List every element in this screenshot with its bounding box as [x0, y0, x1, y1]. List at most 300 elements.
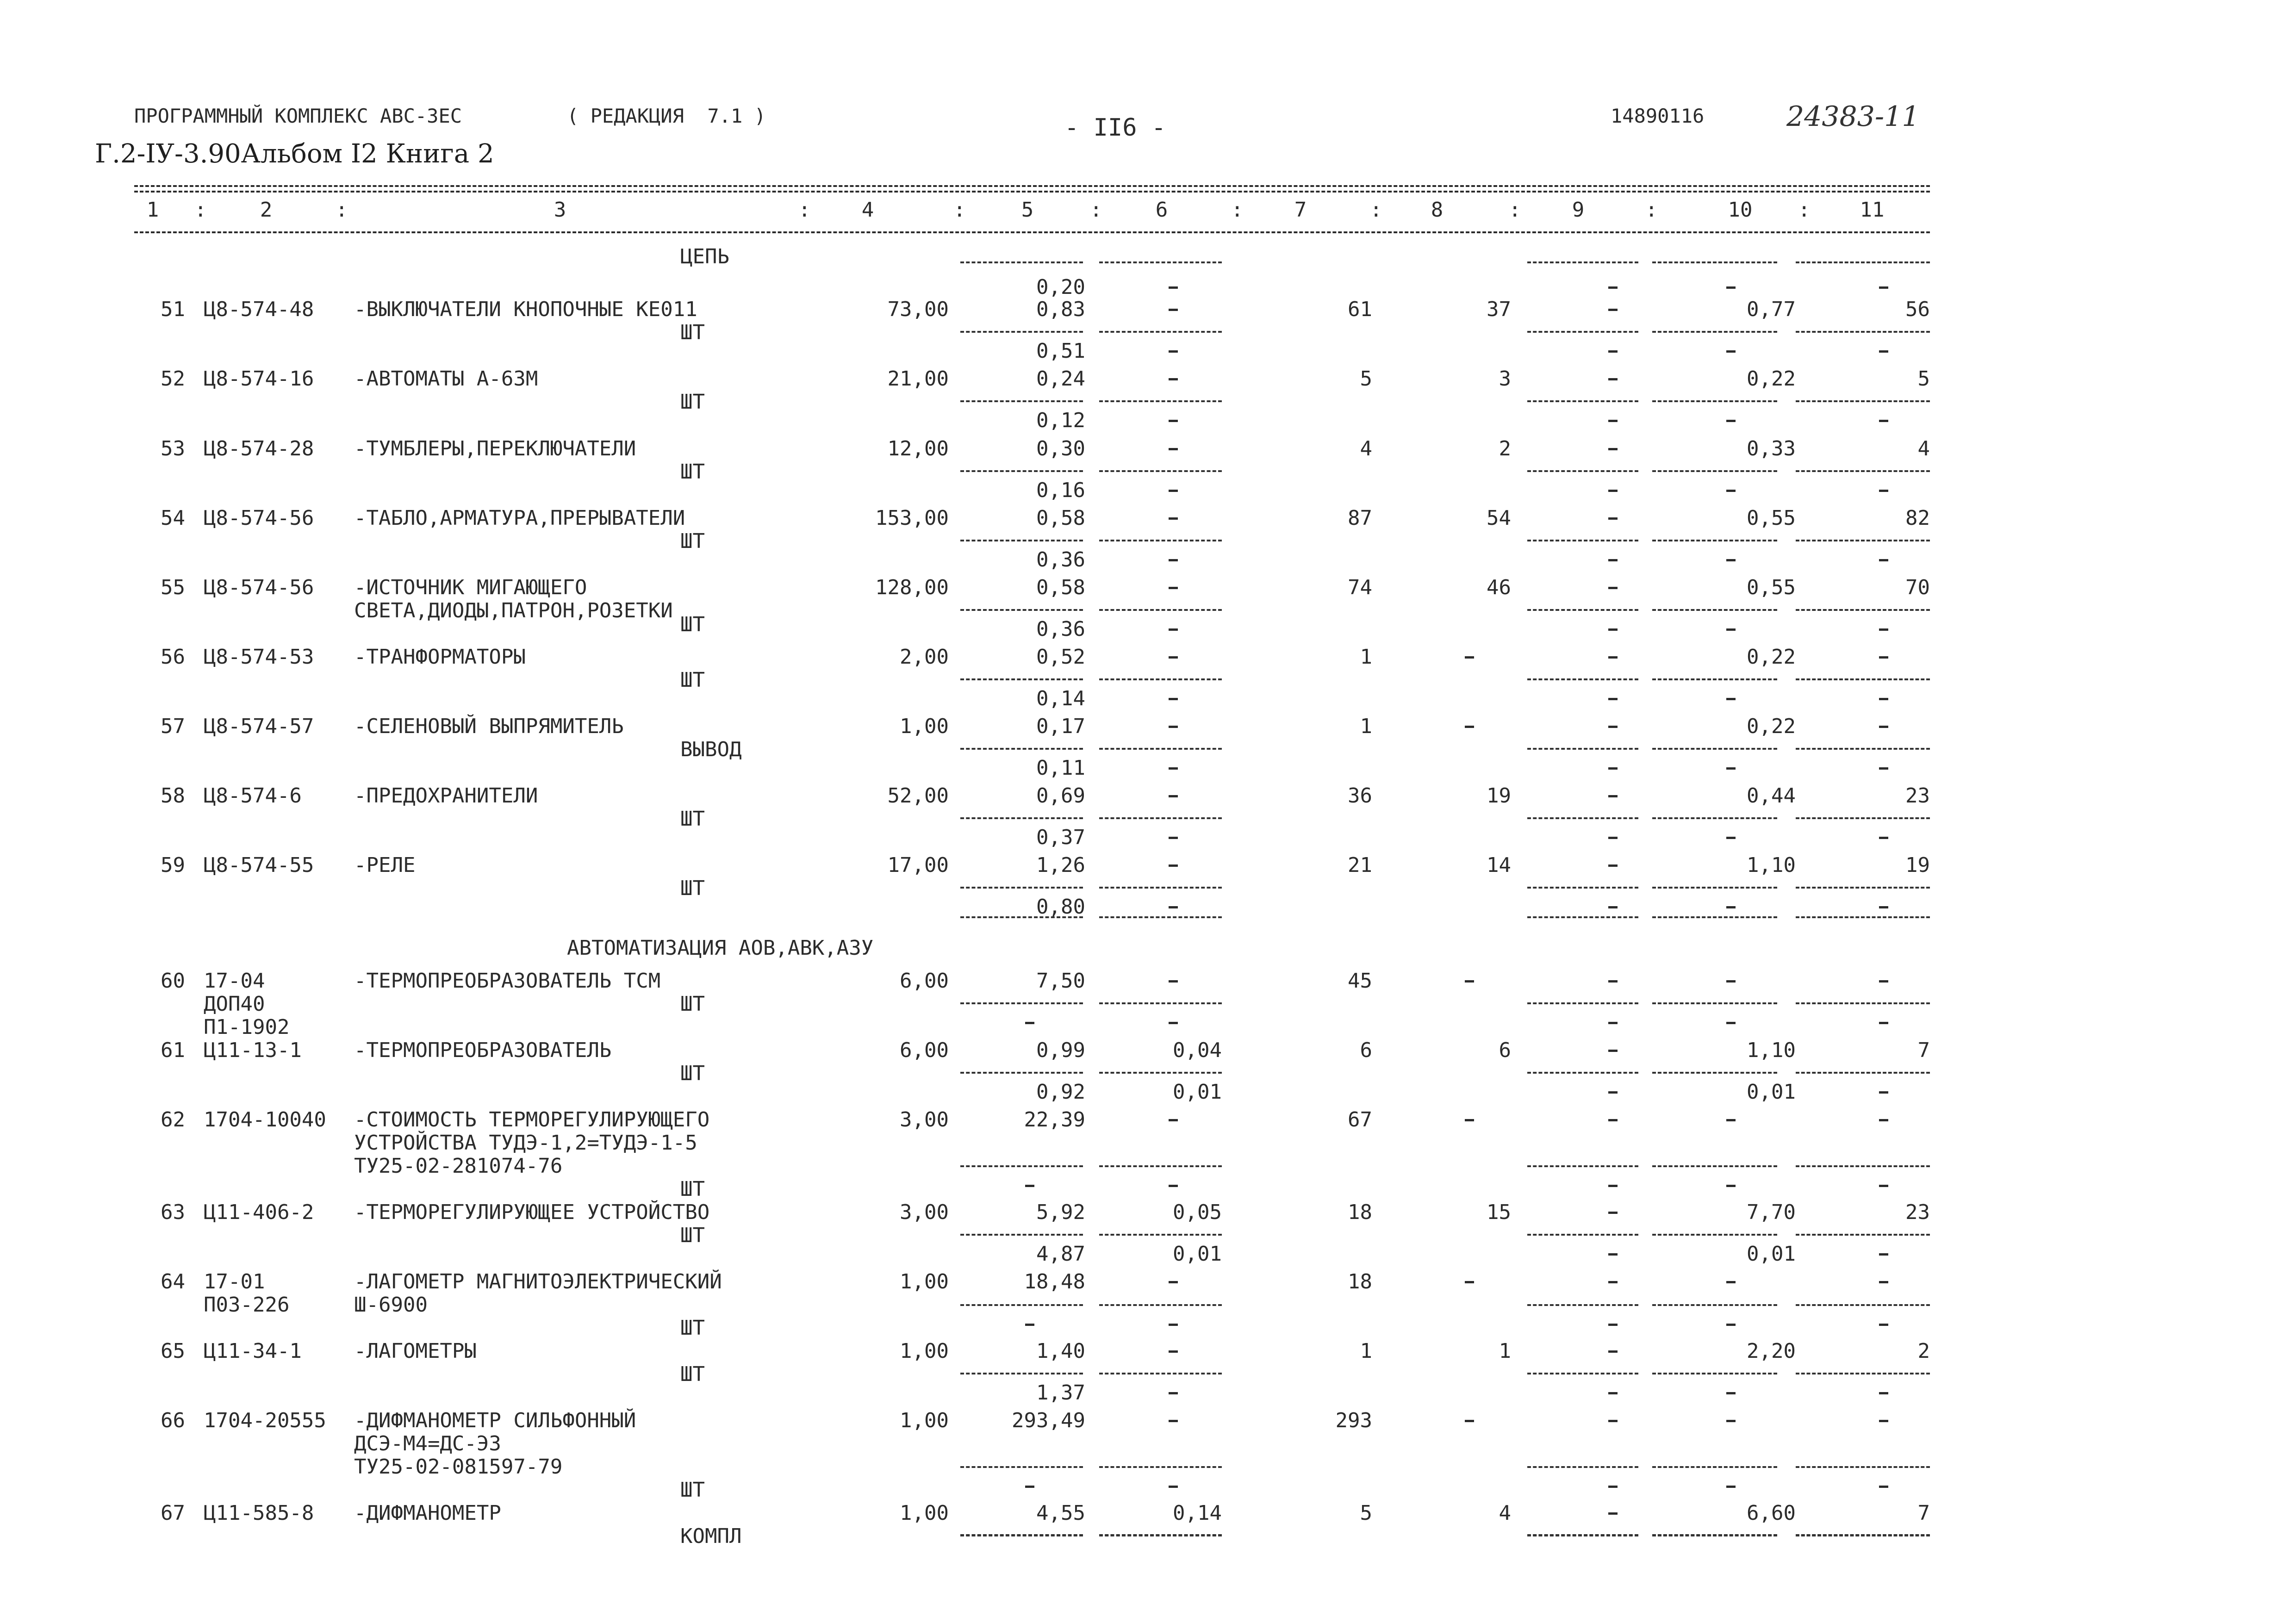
row-number: 57 — [161, 715, 185, 738]
row-code: 1704-20555 — [204, 1409, 326, 1432]
col5-value: 0,58 — [1036, 576, 1085, 599]
row-code: Ц8-574-55 — [204, 853, 314, 877]
col9-value-dash — [1608, 1281, 1618, 1283]
chain-underline — [1796, 261, 1930, 263]
row-underline — [1527, 678, 1638, 680]
col6-subvalue-dash — [1169, 490, 1178, 492]
col6-subvalue-dash — [1169, 837, 1178, 839]
col7-value: 87 — [1348, 506, 1372, 530]
col9-subvalue-dash — [1608, 906, 1618, 908]
final-underline — [1796, 1534, 1930, 1536]
row-underline — [1796, 817, 1930, 819]
col9-value-dash — [1608, 517, 1618, 520]
col11-value: 7 — [1917, 1038, 1930, 1062]
col11-subvalue-dash — [1879, 1486, 1888, 1488]
row-underline — [1652, 748, 1777, 750]
col6-value-dash — [1169, 587, 1178, 589]
column-number-2: 2 — [260, 198, 273, 222]
row-underline — [1527, 1072, 1638, 1074]
col9-subvalue-dash — [1608, 1486, 1618, 1488]
col11-value-dash — [1879, 656, 1888, 659]
row-underline — [1652, 678, 1777, 680]
section-underline — [1527, 916, 1638, 918]
col11-subvalue-dash — [1879, 490, 1888, 492]
row-underline — [1652, 1002, 1777, 1004]
col5-subvalue: 0,16 — [1036, 479, 1085, 502]
col11-subvalue-dash — [1879, 837, 1888, 839]
row-code: 1704-10040 — [204, 1108, 326, 1132]
col10-subvalue: 0,01 — [1747, 1080, 1796, 1104]
col6-subvalue-dash — [1169, 767, 1178, 770]
col11-value: 70 — [1905, 576, 1930, 599]
col4-value: 73,00 — [887, 298, 949, 321]
col10-subvalue-dash — [1726, 1392, 1736, 1394]
row-underline — [1796, 1165, 1930, 1167]
row-underline — [1099, 1002, 1222, 1004]
row-number: 53 — [161, 437, 185, 460]
row-underline — [1527, 609, 1638, 611]
col11-subvalue-dash — [1879, 1185, 1888, 1187]
col10-value: 0,22 — [1747, 715, 1796, 738]
row-underline — [1527, 1373, 1638, 1374]
col10-value: 0,33 — [1747, 437, 1796, 460]
col7-value: 1 — [1360, 1339, 1372, 1363]
col4-value: 1,00 — [900, 1501, 949, 1525]
col5-subvalue-dash — [1025, 1324, 1034, 1326]
row-underline — [1796, 887, 1930, 889]
row-underline — [960, 400, 1083, 402]
row-underline — [1527, 540, 1638, 541]
col8-value: 46 — [1487, 576, 1511, 599]
col8-value: 4 — [1499, 1501, 1511, 1525]
col8-value: 3 — [1499, 367, 1511, 391]
header-rule-top-2 — [134, 191, 1930, 193]
col6-value-dash — [1169, 656, 1178, 659]
col11-value-dash — [1879, 1420, 1888, 1422]
col10-value: 0,55 — [1747, 576, 1796, 599]
col8-value: 1 — [1499, 1339, 1511, 1363]
row-name: УСТРОЙСТВА ТУДЭ-1,2=ТУДЭ-1-5 — [354, 1131, 697, 1155]
row-number: 62 — [161, 1108, 185, 1132]
col8-value-dash — [1465, 1281, 1474, 1283]
col7-value: 5 — [1360, 1501, 1372, 1525]
col6-subvalue-dash — [1169, 698, 1178, 700]
col10-value: 0,77 — [1747, 298, 1796, 321]
chain-underline — [1099, 261, 1222, 263]
row-unit: ШТ — [680, 390, 705, 414]
col5-subvalue: 0,51 — [1036, 339, 1085, 363]
col11-subvalue-dash — [1879, 628, 1888, 631]
col5-value: 7,50 — [1036, 969, 1085, 993]
col5-subvalue-dash — [1025, 1022, 1034, 1024]
col10-subvalue-dash — [1726, 837, 1736, 839]
col9-value-dash — [1608, 448, 1618, 450]
row-code: П03-226 — [204, 1293, 290, 1317]
col8-value-dash — [1465, 656, 1474, 659]
col9-subvalue-dash — [1608, 350, 1618, 353]
col10-value: 2,20 — [1747, 1339, 1796, 1363]
row-underline — [1796, 1304, 1930, 1306]
col5-subvalue-dash — [1025, 1486, 1034, 1488]
program-name: ПРОГРАММНЫЙ КОМПЛЕКС АВС-3ЕС — [134, 105, 462, 127]
col8-value-dash — [1465, 1119, 1474, 1121]
col5-subvalue-dash — [1025, 1185, 1034, 1187]
row-code: 17-01 — [204, 1270, 265, 1293]
row-unit: ШТ — [680, 1362, 705, 1386]
col5-value: 0,99 — [1036, 1038, 1085, 1062]
col8-value-dash — [1465, 726, 1474, 728]
col11-subvalue-dash — [1879, 1022, 1888, 1024]
col9-subvalue-dash — [1608, 767, 1618, 770]
row-unit: ШТ — [680, 529, 705, 553]
row-code: 17-04 — [204, 969, 265, 993]
col7-value: 6 — [1360, 1038, 1372, 1062]
row-name: СВЕТА,ДИОДЫ,ПАТРОН,РОЗЕТКИ — [354, 599, 673, 622]
col6-value-dash — [1169, 517, 1178, 520]
row-underline — [1527, 470, 1638, 472]
col9-value-dash — [1608, 1212, 1618, 1214]
column-separator: : — [1509, 198, 1521, 222]
row-underline — [1099, 1373, 1222, 1374]
row-number: 56 — [161, 645, 185, 669]
col9-value-dash — [1608, 726, 1618, 728]
row-name: -АВТОМАТЫ А-63М — [354, 367, 538, 391]
row-underline — [1099, 887, 1222, 889]
col6-subvalue-dash — [1169, 420, 1178, 422]
col11-subvalue-dash — [1879, 698, 1888, 700]
final-underline — [1099, 1534, 1222, 1536]
col4-value: 153,00 — [875, 506, 949, 530]
col4-value: 1,00 — [900, 1339, 949, 1363]
col6-prevalue-dash — [1169, 286, 1178, 289]
row-name: -ТЕРМОРЕГУЛИРУЮЩЕЕ УСТРОЙСТВО — [354, 1200, 710, 1224]
section-underline — [1099, 916, 1222, 918]
col10-prevalue-dash — [1726, 286, 1736, 289]
col5-subvalue: 0,92 — [1036, 1080, 1085, 1104]
row-underline — [1796, 1072, 1930, 1074]
row-unit: КОМПЛ — [680, 1524, 742, 1548]
row-number: 64 — [161, 1270, 185, 1293]
col9-subvalue-dash — [1608, 1022, 1618, 1024]
row-underline — [1527, 1165, 1638, 1167]
row-number: 63 — [161, 1200, 185, 1224]
col6-subvalue: 0,01 — [1173, 1242, 1222, 1266]
row-number: 59 — [161, 853, 185, 877]
row-underline — [1652, 540, 1777, 541]
row-underline — [1652, 817, 1777, 819]
row-name: -ДИФМАНОМЕТР СИЛЬФОННЫЙ — [354, 1409, 636, 1432]
col6-subvalue-dash — [1169, 628, 1178, 631]
col7-value: 74 — [1348, 576, 1372, 599]
row-number: 54 — [161, 506, 185, 530]
column-separator: : — [1370, 198, 1382, 222]
col11-prevalue-dash — [1879, 286, 1888, 289]
column-separator: : — [194, 198, 207, 222]
row-unit: ШТ — [680, 668, 705, 692]
row-code: ДОП40 — [204, 992, 265, 1016]
section-underline — [1652, 916, 1777, 918]
col11-subvalue-dash — [1879, 1392, 1888, 1394]
col5-value: 18,48 — [1024, 1270, 1085, 1293]
col4-value: 12,00 — [887, 437, 949, 460]
section-heading: АВТОМАТИЗАЦИЯ АОВ,АВК,АЗУ — [567, 936, 874, 960]
column-separator: : — [1231, 198, 1244, 222]
row-underline — [960, 470, 1083, 472]
row-code: Ц8-574-57 — [204, 715, 314, 738]
final-underline — [960, 1534, 1083, 1536]
col9-subvalue-dash — [1608, 420, 1618, 422]
row-code: Ц8-574-48 — [204, 298, 314, 321]
col6-value-dash — [1169, 378, 1178, 380]
row-unit: ШТ — [680, 613, 705, 636]
col7-value: 1 — [1360, 715, 1372, 738]
row-name: -ТЕРМОПРЕОБРАЗОВАТЕЛЬ ТСМ — [354, 969, 661, 993]
col7-value: 67 — [1348, 1108, 1372, 1132]
col9-value-dash — [1608, 864, 1618, 867]
col7-value: 5 — [1360, 367, 1372, 391]
col5-subvalue: 0,37 — [1036, 826, 1085, 849]
col4-value: 52,00 — [887, 784, 949, 808]
col11-value-dash — [1879, 1281, 1888, 1283]
row-number: 66 — [161, 1409, 185, 1432]
col8-value: 54 — [1487, 506, 1511, 530]
row-underline — [1099, 1234, 1222, 1236]
row-underline — [960, 817, 1083, 819]
col9-value-dash — [1608, 656, 1618, 659]
col9-value-dash — [1608, 378, 1618, 380]
col10-subvalue-dash — [1726, 420, 1736, 422]
col10-value: 0,44 — [1747, 784, 1796, 808]
row-name: -ПРЕДОХРАНИТЕЛИ — [354, 784, 538, 808]
row-name: -СЕЛЕНОВЫЙ ВЫПРЯМИТЕЛЬ — [354, 715, 624, 738]
column-separator: : — [1798, 198, 1811, 222]
row-unit: ШТ — [680, 460, 705, 484]
row-number: 65 — [161, 1339, 185, 1363]
page-number: - II6 - — [1064, 114, 1166, 142]
column-number-3: 3 — [554, 198, 566, 222]
col10-value: 7,70 — [1747, 1200, 1796, 1224]
col5-subvalue: 0,14 — [1036, 687, 1085, 710]
col10-value: 1,10 — [1747, 853, 1796, 877]
col8-value: 14 — [1487, 853, 1511, 877]
row-underline — [1796, 470, 1930, 472]
row-underline — [1652, 1304, 1777, 1306]
col4-value: 17,00 — [887, 853, 949, 877]
row-name: ТУ25-02-281074-76 — [354, 1154, 563, 1178]
row-name: -ТУМБЛЕРЫ,ПЕРЕКЛЮЧАТЕЛИ — [354, 437, 636, 460]
col5-value: 0,83 — [1036, 298, 1085, 321]
row-code: Ц8-574-16 — [204, 367, 314, 391]
row-unit: ШТ — [680, 1177, 705, 1201]
handwritten-document-number: 24383-11 — [1786, 100, 1920, 133]
col5-prevalue: 0,20 — [1036, 275, 1085, 299]
col7-value: 36 — [1348, 784, 1372, 808]
row-code: П1-1902 — [204, 1015, 290, 1039]
row-unit: ШТ — [680, 1316, 705, 1340]
col7-value: 4 — [1360, 437, 1372, 460]
col5-subvalue: 0,36 — [1036, 617, 1085, 641]
col10-subvalue-dash — [1726, 767, 1736, 770]
row-code: Ц11-585-8 — [204, 1501, 314, 1525]
col6-subvalue-dash — [1169, 1486, 1178, 1488]
col11-value: 82 — [1905, 506, 1930, 530]
col6-value: 0,05 — [1173, 1200, 1222, 1224]
column-separator: : — [953, 198, 966, 222]
col9-subvalue-dash — [1608, 1091, 1618, 1094]
col9-subvalue-dash — [1608, 1324, 1618, 1326]
row-code: Ц8-574-28 — [204, 437, 314, 460]
row-underline — [960, 609, 1083, 611]
column-separator: : — [1645, 198, 1658, 222]
col6-subvalue-dash — [1169, 1185, 1178, 1187]
col7-value: 18 — [1348, 1200, 1372, 1224]
row-underline — [1796, 609, 1930, 611]
header-rule-bottom — [134, 231, 1930, 233]
column-number-6: 6 — [1155, 198, 1168, 222]
col5-value: 5,92 — [1036, 1200, 1085, 1224]
col10-subvalue-dash — [1726, 906, 1736, 908]
row-underline — [1652, 887, 1777, 889]
column-separator: : — [336, 198, 348, 222]
row-underline — [1796, 331, 1930, 333]
final-underline — [1652, 1534, 1777, 1536]
row-name: -ДИФМАНОМЕТР — [354, 1501, 501, 1525]
row-unit: ШТ — [680, 1224, 705, 1247]
col8-value: 37 — [1487, 298, 1511, 321]
col6-subvalue: 0,01 — [1173, 1080, 1222, 1104]
row-underline — [1652, 1466, 1777, 1468]
edition-label: ( РЕДАКЦИЯ 7.1 ) — [567, 105, 766, 127]
col11-value: 23 — [1905, 1200, 1930, 1224]
col4-value: 6,00 — [900, 969, 949, 993]
col4-value: 3,00 — [900, 1200, 949, 1224]
row-underline — [1652, 470, 1777, 472]
col6-value-dash — [1169, 1119, 1178, 1121]
col11-value: 23 — [1905, 784, 1930, 808]
col4-value: 1,00 — [900, 715, 949, 738]
row-underline — [1527, 1234, 1638, 1236]
col7-value: 45 — [1348, 969, 1372, 993]
row-underline — [960, 678, 1083, 680]
col9-value-dash — [1608, 1512, 1618, 1515]
col6-value-dash — [1169, 795, 1178, 797]
row-underline — [960, 331, 1083, 333]
row-underline — [1796, 1373, 1930, 1374]
row-name: ДСЭ-М4=ДС-Э3 — [354, 1432, 501, 1455]
row-underline — [1099, 748, 1222, 750]
col10-subvalue-dash — [1726, 1022, 1736, 1024]
row-underline — [1099, 1072, 1222, 1074]
row-name: -ТРАНФОРМАТОРЫ — [354, 645, 526, 669]
col11-value: 2 — [1917, 1339, 1930, 1363]
col6-subvalue-dash — [1169, 906, 1178, 908]
col9-value-dash — [1608, 1050, 1618, 1052]
row-underline — [1652, 331, 1777, 333]
row-underline — [1652, 1234, 1777, 1236]
row-code: Ц11-34-1 — [204, 1339, 302, 1363]
col6-value-dash — [1169, 1281, 1178, 1283]
header-rule-top — [134, 185, 1930, 187]
col5-subvalue: 0,36 — [1036, 548, 1085, 572]
row-underline — [1099, 1466, 1222, 1468]
col11-subvalue-dash — [1879, 906, 1888, 908]
col10-value-dash — [1726, 1119, 1736, 1121]
col4-value: 128,00 — [875, 576, 949, 599]
col6-subvalue-dash — [1169, 1392, 1178, 1394]
col7-value: 293 — [1335, 1409, 1372, 1432]
col9-value-dash — [1608, 980, 1618, 983]
row-name: -ТЕРМОПРЕОБРАЗОВАТЕЛЬ — [354, 1038, 612, 1062]
col8-value: 19 — [1487, 784, 1511, 808]
col11-subvalue-dash — [1879, 1253, 1888, 1256]
col9-subvalue-dash — [1608, 490, 1618, 492]
col10-subvalue-dash — [1726, 698, 1736, 700]
col9-subvalue-dash — [1608, 837, 1618, 839]
col7-value: 18 — [1348, 1270, 1372, 1293]
column-number-5: 5 — [1021, 198, 1034, 222]
col9-value-dash — [1608, 1420, 1618, 1422]
col5-subvalue: 0,80 — [1036, 895, 1085, 919]
col6-subvalue-dash — [1169, 350, 1178, 353]
col11-value-dash — [1879, 980, 1888, 983]
chain-underline — [960, 261, 1083, 263]
col8-value: 2 — [1499, 437, 1511, 460]
col11-subvalue-dash — [1879, 767, 1888, 770]
row-name: Ш-6900 — [354, 1293, 428, 1317]
col6-value: 0,04 — [1173, 1038, 1222, 1062]
col9-value-dash — [1608, 1119, 1618, 1121]
row-underline — [1527, 817, 1638, 819]
col5-value: 0,52 — [1036, 645, 1085, 669]
col5-value: 0,24 — [1036, 367, 1085, 391]
row-unit: ШТ — [680, 321, 705, 344]
row-underline — [960, 1466, 1083, 1468]
col9-value-dash — [1608, 587, 1618, 589]
col11-value: 4 — [1917, 437, 1930, 460]
chain-underline — [1527, 261, 1638, 263]
row-number: 55 — [161, 576, 185, 599]
row-underline — [1527, 1304, 1638, 1306]
col9-value-dash — [1608, 795, 1618, 797]
row-number: 51 — [161, 298, 185, 321]
row-underline — [960, 1304, 1083, 1306]
row-underline — [960, 1373, 1083, 1374]
row-underline — [1099, 678, 1222, 680]
row-name: -ЛАГОМЕТРЫ — [354, 1339, 477, 1363]
col11-subvalue-dash — [1879, 350, 1888, 353]
row-underline — [1099, 400, 1222, 402]
col4-value: 3,00 — [900, 1108, 949, 1132]
col6-value-dash — [1169, 1420, 1178, 1422]
column-number-7: 7 — [1294, 198, 1307, 222]
row-underline — [1652, 609, 1777, 611]
row-name: -РЕЛЕ — [354, 853, 416, 877]
col10-subvalue-dash — [1726, 628, 1736, 631]
col11-subvalue-dash — [1879, 1091, 1888, 1094]
col11-value: 5 — [1917, 367, 1930, 391]
col10-subvalue-dash — [1726, 490, 1736, 492]
col10-subvalue: 0,01 — [1747, 1242, 1796, 1266]
col6-value-dash — [1169, 864, 1178, 867]
col9-value-dash — [1608, 1350, 1618, 1353]
row-unit: ШТ — [680, 877, 705, 900]
row-underline — [1652, 1373, 1777, 1374]
col11-subvalue-dash — [1879, 420, 1888, 422]
col6-subvalue-dash — [1169, 1324, 1178, 1326]
col11-value: 56 — [1905, 298, 1930, 321]
col10-value: 0,22 — [1747, 645, 1796, 669]
col5-subvalue: 0,11 — [1036, 756, 1085, 780]
